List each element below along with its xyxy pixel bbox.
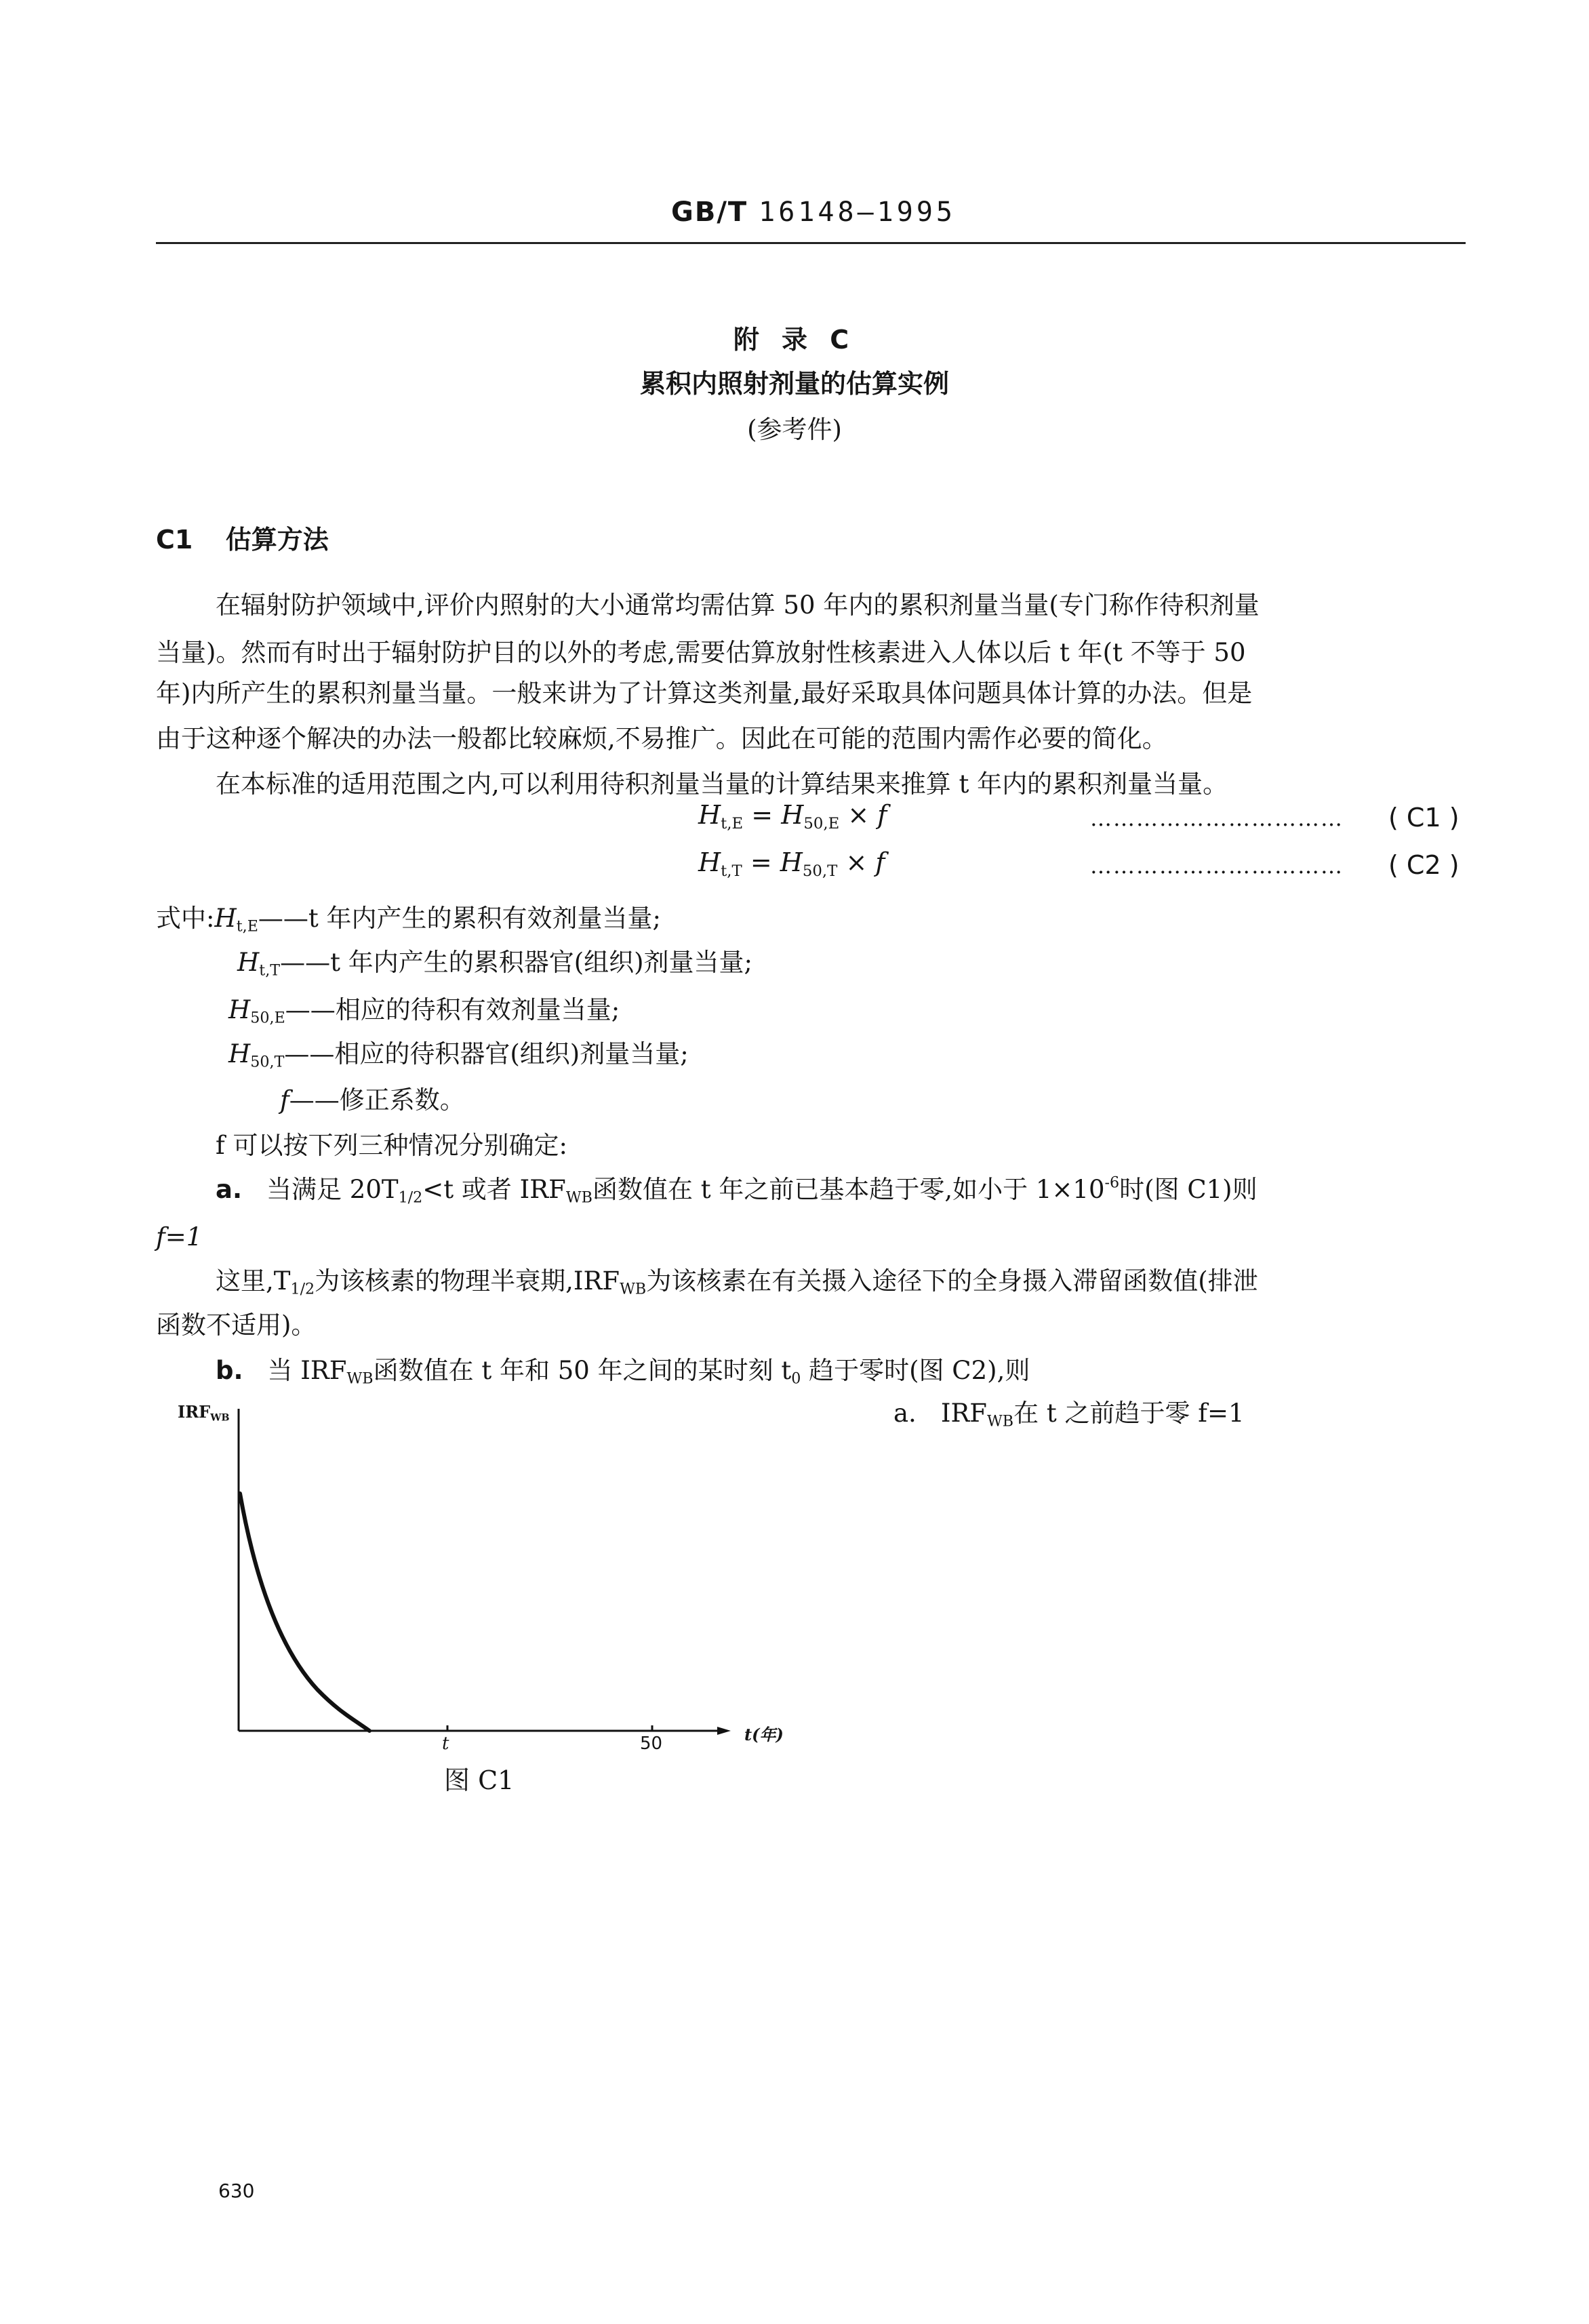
case-a-line1: a. 当满足 $20T_{1/2}<t$ 或者 $IRF_{WB}$函数值在 t 年之前已基本趋于零,如小于 $1\times 10^{-6}$时(图 C1)则 [216,1174,1258,1207]
para1-line1: 在辐射防护领域中,评价内照射的大小通常均需估算 50 年内的累积剂量当量(专门称作待积剂量 [216,590,1260,620]
equation-c2: $H_{t,T} = H_{50,T} \times f$ [698,847,885,880]
figure-x-tick-t-label: t [442,1734,449,1754]
section-number: C1 [156,525,193,555]
section-title: 估算方法 [225,525,329,555]
figure-caption: 图 C1 [444,1765,515,1795]
figure-x-axis-arrow [717,1727,731,1735]
para1-line4: 由于这种逐个解决的办法一般都比较麻烦,不易推广。因此在可能的范围内需作必要的简化。 [156,724,1167,753]
para2: 在本标准的适用范围之内,可以利用待积剂量当量的计算结果来推算 t 年内的累积剂量当量。 [216,769,1228,799]
case-a-note-line2: 函数不适用)。 [156,1310,317,1340]
case-a-note-line1: 这里$,T_{1/2}$为该核素的物理半衰期$,IRF_{WB}$为该核素在有关摄入途径下的全身摄入滞留函数值(排泄 [216,1266,1258,1298]
definition-h50-t: $H_{50,T}——$相应的待积器官(组织)剂量当量; [228,1039,689,1071]
annex-label: 附 录 C [733,325,856,355]
figure-x-axis-label: t(年) [744,1725,784,1744]
equation-c1-leader: …………………………… [1090,805,1344,831]
figure-legend: a. $IRF_{WB}$在 t 之前趋于零 f=1 [893,1399,1245,1430]
f-cases-intro: f 可以按下列三种情况分别确定: [216,1131,567,1160]
definitions-intro: 式中$:H_{t,E}——t$ 年内产生的累积有效剂量当量; [156,904,662,936]
figure-irf-curve [240,1494,369,1731]
equation-c2-leader: …………………………… [1090,853,1344,879]
case-a-line2: f=1 [156,1222,203,1251]
definition-ht-t: $H_{t,T}——t$ 年内产生的累积器官(组织)剂量当量; [237,948,753,980]
para1-line2: 当量)。然而有时出于辐射防护目的以外的考虑,需要估算放射性核素进入人体以后 t 年(t 不等于 50 [156,638,1246,667]
equation-c1: $H_{t,E} = H_{50,E} \times f$ [698,800,887,833]
para1-line3: 年)内所产生的累积剂量当量。一般来讲为了计算这类剂量,最好采取具体问题具体计算的办法。但是 [156,679,1253,708]
standard-number: 16148—1995 [759,197,956,228]
equation-c1-number: ( C1 ) [1388,803,1460,833]
definition-h50-e: $H_{50,E}——$相应的待积有效剂量当量; [228,995,620,1027]
case-b-line: b. 当 $IRF_{WB}$函数值在 t 年和 50 年之间的某时刻 $t_0$ 趋于零时(图 C2),则 [216,1356,1030,1388]
annex-title: 累积内照射剂量的估算实例 [639,369,949,399]
standard-prefix: GB/T [671,197,748,228]
page-number: 630 [218,2180,255,2202]
definition-f: f——修正系数。 [280,1085,465,1115]
equation-c2-number: ( C2 ) [1388,850,1460,880]
annex-note: (参考件) [747,415,842,444]
figure-y-axis-label: $IRF_{WB}$ [178,1402,230,1424]
figure-x-tick-50-label: 50 [640,1734,663,1754]
